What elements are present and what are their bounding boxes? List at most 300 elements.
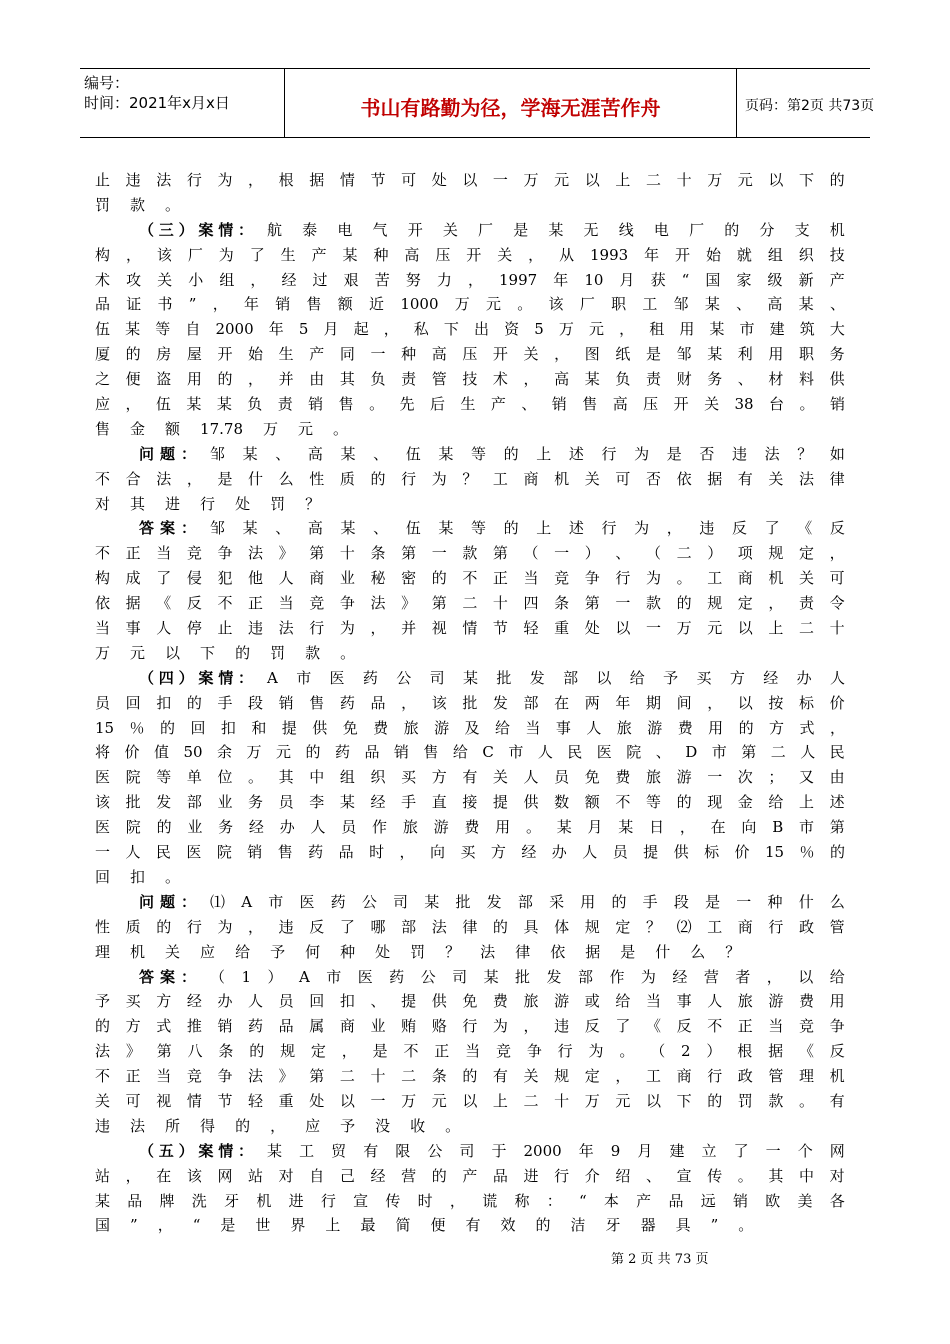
- char: 费: [373, 718, 389, 737]
- char: 应: [95, 395, 111, 414]
- char: 以: [596, 668, 612, 687]
- char: 法: [248, 544, 264, 563]
- char: 有: [829, 1091, 845, 1110]
- char: （: [139, 220, 155, 239]
- char: ；: [768, 768, 784, 787]
- char: 商: [339, 1017, 355, 1036]
- char: 人: [537, 743, 553, 762]
- bold-heading: [139, 442, 196, 467]
- char: 回: [190, 718, 206, 737]
- char: 关: [442, 220, 458, 239]
- char: 的: [235, 1116, 251, 1135]
- char: 予: [663, 668, 679, 687]
- text-line: [95, 243, 845, 268]
- char: ”: [710, 1216, 719, 1235]
- char: 绍: [615, 1166, 631, 1185]
- char: 争: [526, 1042, 542, 1061]
- char: 反: [829, 519, 845, 538]
- char: 在: [554, 693, 570, 712]
- char: 批: [455, 892, 471, 911]
- char: 泰: [302, 220, 318, 239]
- char: 合: [125, 469, 141, 488]
- char: 自: [309, 1166, 325, 1185]
- char: 器: [640, 1216, 656, 1235]
- char: 品: [278, 1017, 294, 1036]
- char: 扣: [339, 992, 355, 1011]
- char: 十: [370, 1067, 386, 1086]
- text-line: [95, 1014, 845, 1039]
- char: 回: [309, 992, 325, 1011]
- text-line: [95, 392, 845, 417]
- char: 不: [95, 1067, 111, 1086]
- char: 某: [584, 370, 600, 389]
- char: 题: [159, 892, 175, 911]
- text-line: [95, 716, 845, 741]
- char: 获: [650, 270, 666, 289]
- char: 、: [645, 1166, 661, 1185]
- char: 犯: [217, 569, 233, 588]
- char: 旅: [737, 992, 753, 1011]
- char: 述: [829, 793, 845, 812]
- char: 法: [799, 469, 815, 488]
- page-footer: 第 2 页 共 73 页: [611, 1252, 709, 1267]
- text-line: [95, 193, 845, 218]
- char: 关: [497, 245, 513, 264]
- char: 一: [431, 544, 447, 563]
- char: 值: [153, 743, 169, 762]
- char: 的: [611, 892, 627, 911]
- char: 高: [307, 444, 323, 463]
- char: ：: [180, 519, 196, 538]
- char: 免: [462, 992, 478, 1011]
- char: ）: [707, 544, 723, 563]
- char: 依: [95, 594, 111, 613]
- char: 为: [217, 917, 233, 936]
- char: 事: [676, 992, 692, 1011]
- text-line: [95, 1189, 845, 1214]
- char: 十: [339, 544, 355, 563]
- char: 方: [490, 843, 506, 862]
- char: ，: [666, 519, 682, 538]
- char: 责: [277, 395, 293, 414]
- char: 游: [433, 818, 449, 837]
- char: 法: [278, 619, 294, 638]
- char: ，: [212, 295, 228, 314]
- char: 市: [296, 668, 312, 687]
- char: 国: [95, 1216, 111, 1235]
- char: 厂: [579, 295, 595, 314]
- char: 法: [95, 1042, 111, 1061]
- char: 在: [156, 1166, 172, 1185]
- char: 民: [567, 743, 583, 762]
- char: 售: [423, 743, 439, 762]
- char: 供: [523, 793, 539, 812]
- char: 重: [278, 1091, 294, 1110]
- line-text: [267, 666, 845, 691]
- char: 用: [580, 892, 596, 911]
- char: 的: [462, 1067, 478, 1086]
- char: 近: [369, 295, 385, 314]
- char: 中: [799, 1166, 815, 1185]
- char: 违: [248, 619, 264, 638]
- char: ，: [250, 270, 266, 289]
- char: 法: [431, 917, 447, 936]
- char: （: [523, 544, 539, 563]
- char: C: [482, 743, 494, 762]
- char: 品: [95, 295, 111, 314]
- char: 元: [615, 1091, 631, 1110]
- char: 租: [649, 320, 665, 339]
- char: 为: [218, 245, 234, 264]
- char: 开: [217, 345, 233, 364]
- char: 部: [563, 668, 579, 687]
- char: 重: [554, 619, 570, 638]
- char: 法: [370, 594, 386, 613]
- text-line: [95, 740, 845, 765]
- char: 一: [736, 892, 752, 911]
- char: 国: [705, 270, 721, 289]
- char: ，: [619, 320, 635, 339]
- header-motto: 书山有路勤为径，学海无涯苦作舟: [285, 69, 737, 137]
- char: 营: [401, 1166, 417, 1185]
- char: 款: [305, 643, 321, 662]
- char: 人: [278, 569, 294, 588]
- char: 上: [536, 444, 552, 463]
- char: 次: [737, 768, 753, 787]
- char: 立: [701, 1141, 717, 1160]
- char: 、: [655, 743, 671, 762]
- char: 分: [759, 220, 775, 239]
- char: 级: [767, 270, 783, 289]
- char: 厂: [478, 220, 494, 239]
- char: 及: [464, 718, 480, 737]
- char: 提: [281, 718, 297, 737]
- char: 给: [829, 967, 845, 986]
- char: 有: [465, 1216, 481, 1235]
- char: 用: [708, 718, 724, 737]
- bold-heading: [139, 218, 253, 243]
- char: 为: [339, 619, 355, 638]
- char: 高: [307, 519, 323, 538]
- char: 事: [125, 619, 141, 638]
- char: 发: [486, 892, 502, 911]
- char: 当: [278, 594, 294, 613]
- text-line: [95, 268, 845, 293]
- char: 为: [634, 519, 650, 538]
- char: 违: [125, 171, 141, 189]
- char: 便: [430, 1216, 446, 1235]
- char: 游: [434, 718, 450, 737]
- char: 洗: [191, 1191, 207, 1210]
- char: 向: [429, 843, 445, 862]
- char: 哪: [370, 917, 386, 936]
- char: 的: [217, 370, 233, 389]
- char: 1000: [400, 295, 439, 314]
- char: 品: [370, 693, 386, 712]
- char: 日: [649, 818, 665, 837]
- char: “: [578, 1191, 587, 1210]
- char: 某: [95, 1191, 111, 1210]
- char: 理: [95, 942, 111, 961]
- char: 年: [615, 693, 631, 712]
- char: 条: [370, 544, 386, 563]
- char: 以: [645, 1091, 661, 1110]
- char: 是: [666, 444, 682, 463]
- char: 称: [514, 1191, 530, 1210]
- char: 问: [139, 444, 155, 463]
- text-line: [95, 417, 845, 442]
- char: 旅: [402, 818, 418, 837]
- text-line: [95, 666, 845, 691]
- char: 律: [462, 917, 478, 936]
- char: 下: [799, 171, 815, 189]
- char: 起: [353, 320, 369, 339]
- char: 、: [275, 519, 291, 538]
- char: 回: [125, 693, 141, 712]
- char: 万: [454, 295, 470, 314]
- char: 航: [267, 220, 283, 239]
- char: 产: [309, 345, 325, 364]
- char: 争: [829, 1017, 845, 1036]
- char: 商: [309, 569, 325, 588]
- char: 费: [492, 992, 508, 1011]
- char: ：: [180, 444, 196, 463]
- char: 屋: [186, 345, 202, 364]
- char: 了: [249, 245, 265, 264]
- char: 如: [829, 444, 845, 463]
- line-text: [267, 1139, 845, 1164]
- text-line: [95, 1213, 845, 1238]
- char: 二: [401, 1067, 417, 1086]
- char: 上: [492, 1091, 508, 1110]
- char: 关: [165, 942, 181, 961]
- char: 元: [486, 295, 502, 314]
- char: 开: [466, 245, 482, 264]
- char: 该: [95, 793, 111, 812]
- char: 员: [278, 793, 294, 812]
- char: 给: [629, 668, 645, 687]
- char: 现: [707, 793, 723, 812]
- char: 元: [130, 643, 146, 662]
- char: 员: [341, 818, 357, 837]
- char: 市: [268, 892, 284, 911]
- char: 民: [155, 843, 171, 862]
- char: 负: [370, 370, 386, 389]
- char: 旅: [616, 718, 632, 737]
- char: 争: [339, 594, 355, 613]
- char: 某: [462, 668, 478, 687]
- char: 某: [125, 320, 141, 339]
- char: 医: [357, 967, 373, 986]
- char: 题: [159, 444, 175, 463]
- char: 站: [95, 1166, 111, 1185]
- char: 员: [278, 992, 294, 1011]
- char: 销: [393, 743, 409, 762]
- char: 材: [768, 370, 784, 389]
- char: 医: [299, 892, 315, 911]
- char: 欧: [765, 1191, 781, 1210]
- char: 该: [548, 295, 564, 314]
- char: 效: [500, 1216, 516, 1235]
- char: 用: [829, 992, 845, 1011]
- char: 为: [588, 1042, 604, 1061]
- char: 机: [829, 220, 845, 239]
- char: 标: [799, 693, 815, 712]
- char: 提: [492, 793, 508, 812]
- char: 正: [248, 594, 264, 613]
- char: 品: [338, 843, 354, 862]
- char: 的: [431, 1166, 447, 1185]
- char: 案: [159, 967, 175, 986]
- char: 三: [158, 220, 174, 239]
- char: 以: [798, 967, 814, 986]
- char: 压: [643, 395, 659, 414]
- char: 电: [653, 220, 669, 239]
- char: 某: [339, 793, 355, 812]
- char: 传: [707, 1166, 723, 1185]
- char: 。: [737, 1166, 753, 1185]
- char: 、: [275, 444, 291, 463]
- char: ？: [797, 444, 813, 463]
- char: 人: [829, 668, 845, 687]
- char: 供: [673, 843, 689, 862]
- char: 不: [707, 1017, 723, 1036]
- char: 批: [462, 693, 478, 712]
- char: 行: [462, 1017, 478, 1036]
- char: 销: [308, 395, 324, 414]
- char: “: [192, 1216, 201, 1235]
- char: 据: [768, 1042, 784, 1061]
- char: 当: [156, 544, 172, 563]
- line-text: [210, 965, 845, 990]
- char: 司: [452, 967, 468, 986]
- char: 2: [681, 1042, 691, 1061]
- char: 是: [645, 345, 661, 364]
- char: ，: [401, 693, 417, 712]
- char: ⑵: [676, 917, 692, 936]
- char: 管: [829, 917, 845, 936]
- char: 部: [517, 892, 533, 911]
- char: 年: [268, 320, 284, 339]
- char: 金: [130, 419, 146, 438]
- char: 经: [186, 992, 202, 1011]
- char: 。: [333, 419, 349, 438]
- char: 5: [534, 320, 544, 339]
- char: 公: [427, 1141, 443, 1160]
- char: 反: [309, 917, 325, 936]
- text-line: [95, 342, 845, 367]
- char: 万: [558, 320, 574, 339]
- bold-heading: [139, 965, 196, 990]
- char: 、: [373, 519, 389, 538]
- char: 远: [700, 1191, 716, 1210]
- char: 质: [339, 469, 355, 488]
- char: 当: [156, 1067, 172, 1086]
- text-line: [95, 815, 845, 840]
- char: 的: [829, 171, 845, 189]
- char: 反: [829, 1042, 845, 1061]
- char: 等: [471, 444, 487, 463]
- char: 十: [492, 594, 508, 613]
- char: 定: [615, 917, 631, 936]
- char: 当: [525, 718, 541, 737]
- text-line: [95, 641, 845, 666]
- char: 式: [156, 1017, 172, 1036]
- char: 。: [165, 195, 181, 214]
- char: 组: [767, 245, 783, 264]
- char: 员: [554, 768, 570, 787]
- line-text: [210, 516, 845, 541]
- char: 予: [340, 1116, 356, 1135]
- char: 款: [768, 1091, 784, 1110]
- char: 正: [434, 1042, 450, 1061]
- text-line: [95, 367, 845, 392]
- char: 务: [707, 370, 723, 389]
- char: ：: [180, 892, 196, 911]
- char: 人: [248, 992, 264, 1011]
- text-line: [95, 840, 845, 865]
- char: 50: [183, 743, 203, 762]
- page-header: [80, 68, 875, 138]
- char: 行: [601, 444, 617, 463]
- char: 始: [248, 345, 264, 364]
- char: 台: [769, 395, 785, 414]
- char: 情: [462, 619, 478, 638]
- char: 。: [165, 867, 181, 886]
- char: 不: [95, 469, 111, 488]
- char: 行: [615, 569, 631, 588]
- char: 公: [361, 892, 377, 911]
- char: 当: [523, 569, 539, 588]
- char: 。: [517, 295, 533, 314]
- char: 万: [401, 1091, 417, 1110]
- char: 5: [298, 320, 309, 339]
- char: 、: [829, 295, 845, 314]
- char: 扣: [130, 867, 146, 886]
- char: 否: [645, 469, 661, 488]
- char: 处: [584, 619, 600, 638]
- char: 年: [553, 270, 569, 289]
- char: 数: [554, 793, 570, 812]
- char: 某: [242, 519, 258, 538]
- char: 为: [645, 569, 661, 588]
- char: ，: [829, 718, 845, 737]
- char: ，: [615, 1067, 631, 1086]
- char: 院: [125, 768, 141, 787]
- char: 万: [95, 643, 111, 662]
- char: 二: [799, 619, 815, 638]
- char: 一: [492, 171, 508, 189]
- char: ，: [186, 469, 202, 488]
- char: 过: [312, 270, 328, 289]
- text-line: [95, 1089, 845, 1114]
- char: 进: [165, 494, 181, 513]
- char: 的: [186, 693, 202, 712]
- char: 司: [429, 668, 445, 687]
- char: 大: [829, 320, 845, 339]
- char: （: [139, 668, 155, 687]
- char: 手: [217, 693, 233, 712]
- char: 元: [431, 1091, 447, 1110]
- char: 某: [267, 1141, 283, 1160]
- char: 负: [615, 370, 631, 389]
- char: 药: [334, 743, 350, 762]
- char: 法: [248, 1067, 264, 1086]
- char: 用: [186, 370, 202, 389]
- char: 行: [768, 917, 784, 936]
- char: 么: [690, 942, 706, 961]
- char: 其: [339, 370, 355, 389]
